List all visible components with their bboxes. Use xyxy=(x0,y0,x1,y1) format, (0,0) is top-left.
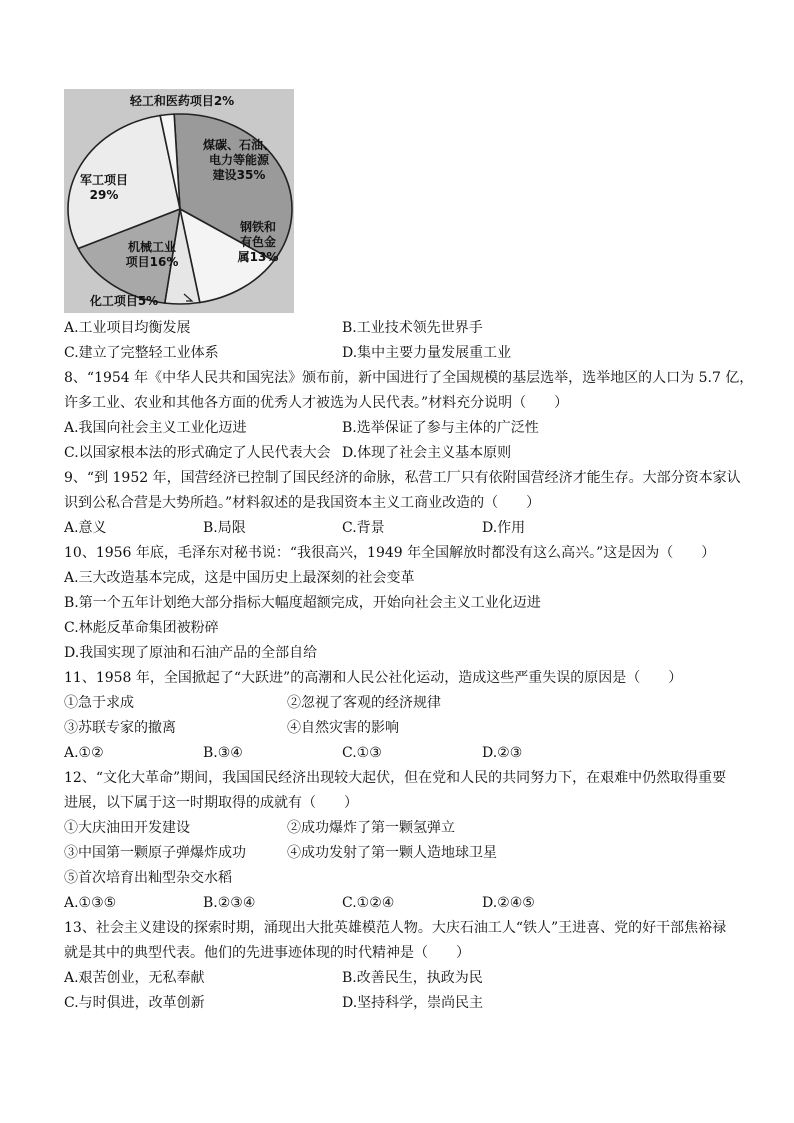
q8-option-a[interactable]: A.我国向社会主义工业化迈进 xyxy=(64,420,247,436)
pie-label-4: 军工项目 29% xyxy=(79,173,129,202)
pie-label-1: 钢铁和有色金属13% xyxy=(237,220,279,264)
q7-option-d[interactable]: D.集中主要力量发展重工业 xyxy=(342,345,512,361)
q11-option-c[interactable]: C.①③ xyxy=(342,745,382,761)
q8-stem-line2: 许多工业、农业和其他各方面的优秀人才被选为人民代表。”材料充分说明（ ） xyxy=(64,395,569,411)
q9-option-c[interactable]: C.背景 xyxy=(342,520,385,536)
pie-label-3: 机械工业项目16% xyxy=(125,240,179,269)
q11-statement-2: ②忽视了客观的经济规律 xyxy=(287,695,441,711)
q11-option-a[interactable]: A.①② xyxy=(64,745,104,761)
q10-option-d[interactable]: D.我国实现了原油和石油产品的全部自给 xyxy=(64,645,318,661)
q8-option-c[interactable]: C.以国家根本法的形式确定了人民代表大会 xyxy=(64,445,331,461)
q13-option-b[interactable]: B.改善民生，执政为民 xyxy=(342,970,483,986)
q13-option-a[interactable]: A.艰苦创业，无私奉献 xyxy=(64,970,205,986)
pie-chart-figure xyxy=(64,89,294,313)
q12-option-a[interactable]: A.①③⑤ xyxy=(64,895,117,911)
q10-stem: 10、1956 年底，毛泽东对秘书说：“我很高兴，1949 年全国解放时都没有这么高兴。”这是因为（ ） xyxy=(64,545,716,561)
q13-option-c[interactable]: C.与时俱进，改革创新 xyxy=(64,995,205,1011)
q9-option-d[interactable]: D.作用 xyxy=(482,520,526,536)
q12-option-c[interactable]: C.①②④ xyxy=(342,895,395,911)
q10-option-a[interactable]: A.三大改造基本完成，这是中国历史上最深刻的社会变革 xyxy=(64,570,415,586)
q12-option-b[interactable]: B.②③④ xyxy=(203,895,256,911)
q13-stem-line1: 13、社会主义建设的探索时期，涌现出大批英雄模范人物。大庆石油工人“铁人”王进喜、党的好干部焦裕禄 xyxy=(64,920,727,936)
q12-statement-2: ②成功爆炸了第一颗氢弹立 xyxy=(287,820,455,836)
pie-label-2: 化工项目5% xyxy=(89,294,159,308)
q11-option-d[interactable]: D.②③ xyxy=(482,745,523,761)
q13-stem-line2: 就是其中的典型代表。他们的先进事迹体现的时代精神是（ ） xyxy=(64,945,470,961)
q7-option-c[interactable]: C.建立了完整轻工业体系 xyxy=(64,345,219,361)
q11-stem: 11、1958 年，全国掀起了“大跃进”的高潮和人民公社化运动，造成这些严重失误的原因是（ ） xyxy=(64,670,683,686)
q12-stem-line1: 12、“文化大革命”期间，我国国民经济出现较大起伏，但在党和人民的共同努力下，在艰难中仍然取得重要 xyxy=(64,770,727,786)
q9-option-a[interactable]: A.意义 xyxy=(64,520,107,536)
q12-statement-1: ①大庆油田开发建设 xyxy=(64,820,190,836)
q11-statement-4: ④自然灾害的影响 xyxy=(287,720,399,736)
q7-option-b[interactable]: B.工业技术领先世界手 xyxy=(342,320,483,336)
q11-option-b[interactable]: B.③④ xyxy=(203,745,243,761)
q12-statement-5: ⑤首次培育出籼型杂交水稻 xyxy=(64,870,232,886)
q8-option-b[interactable]: B.选举保证了参与主体的广泛性 xyxy=(342,420,539,436)
q8-option-d[interactable]: D.体现了社会主义基本原则 xyxy=(342,445,512,461)
q9-stem-line2: 识到公私合营是大势所趋。”材料叙述的是我国资本主义工商业改造的（ ） xyxy=(64,495,541,511)
q9-stem-line1: 9、“到 1952 年，国营经济已控制了国民经济的命脉，私营工厂只有依附国营经济才能生存。大部分资本家认 xyxy=(64,470,741,486)
q10-option-c[interactable]: C.林彪反革命集团被粉碎 xyxy=(64,620,219,636)
pie-chart xyxy=(64,89,294,313)
q12-stem-line2: 进展，以下属于这一时期取得的成就有（ ） xyxy=(64,795,358,811)
q12-statement-3: ③中国第一颗原子弹爆炸成功 xyxy=(64,845,246,861)
q10-option-b[interactable]: B.第一个五年计划绝大部分指标大幅度超额完成，开始向社会主义工业化迈进 xyxy=(64,595,541,611)
q8-stem-line1: 8、“1954 年《中华人民共和国宪法》颁布前，新中国进行了全国规模的基层选举，选举地区的人口为 5.7 亿， xyxy=(64,370,754,386)
q12-statement-4: ④成功发射了第一颗人造地球卫星 xyxy=(287,845,497,861)
q11-statement-3: ③苏联专家的撤离 xyxy=(64,720,176,736)
q12-option-d[interactable]: D.②④⑤ xyxy=(482,895,535,911)
pie-label-5: 轻工和医药项目2% xyxy=(129,94,235,108)
pie-label-0: 煤碳、石油、电力等能源建设35% xyxy=(202,138,276,182)
q13-option-d[interactable]: D.坚持科学，崇尚民主 xyxy=(342,995,484,1011)
q7-option-a[interactable]: A.工业项目均衡发展 xyxy=(64,320,191,336)
q9-option-b[interactable]: B.局限 xyxy=(203,520,246,536)
q11-statement-1: ①急于求成 xyxy=(64,695,134,711)
